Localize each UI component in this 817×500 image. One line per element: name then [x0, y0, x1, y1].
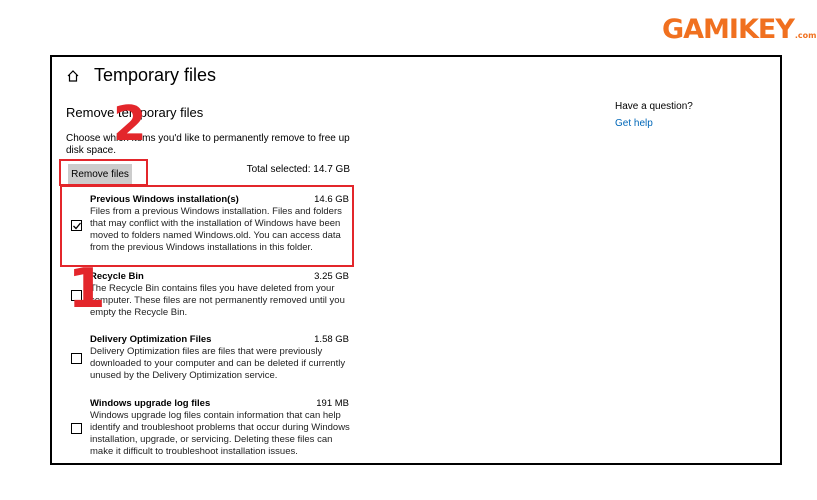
highlight-remove-button	[59, 159, 148, 186]
section-description: Choose which items you'd like to permanently remove to free up disk space.	[66, 133, 350, 156]
item-description: Files from a previous Windows installation. Files and folders that may conflict with the installation of Windows have been moved to folders named Windows.old. You can access data from the previous Windows installations in this folder.	[90, 206, 342, 253]
item-description: The Recycle Bin contains files you have deleted from your computer. These files are not permanently removed until you empty the Recycle Bin.	[90, 283, 345, 318]
annotation-step-1: 1	[68, 257, 106, 320]
highlight-previous-windows	[60, 185, 354, 267]
checkbox-upgrade-logs[interactable]	[71, 423, 82, 434]
gamikey-logo	[662, 16, 817, 43]
remove-files-button[interactable]: Remove files	[68, 164, 132, 184]
page-title: Temporary files	[94, 65, 217, 85]
item-description: Windows upgrade log files contain information that can help identify and troubleshoot problems that occur during Windows installation, upgrade, or servicing. Deleting these files can make it difficult to troubleshoot installation issues.	[90, 410, 350, 457]
annotation-step-2: 2	[113, 96, 147, 152]
item-size: 191 MB	[316, 398, 349, 409]
list-item-delivery-optimization	[66, 334, 352, 384]
get-help-link[interactable]: Get help	[615, 118, 653, 129]
item-name: Previous Windows installation(s)	[90, 194, 239, 205]
item-size: 3.25 GB	[314, 271, 349, 282]
home-icon[interactable]	[66, 69, 80, 83]
item-size: 1.58 GB	[314, 334, 349, 345]
page-header	[66, 65, 216, 86]
item-name: Windows upgrade log files	[90, 398, 211, 409]
help-panel	[615, 101, 693, 129]
list-item-upgrade-logs	[66, 398, 352, 460]
help-question: Have a question?	[615, 101, 693, 112]
logo-suffix: .com	[794, 31, 817, 40]
checkbox-delivery-optimization[interactable]	[71, 353, 82, 364]
total-selected: Total selected: 14.7 GB	[246, 164, 350, 175]
item-description: Delivery Optimization files are files that were previously downloaded to your computer and can be deleted if currently unused by the Delivery Optimization service.	[90, 346, 346, 381]
item-name: Delivery Optimization Files	[90, 334, 212, 345]
item-size: 14.6 GB	[314, 194, 349, 205]
section-title: Remove temporary files	[66, 105, 204, 120]
item-name: Recycle Bin	[90, 271, 144, 282]
list-item-recycle-bin	[66, 271, 352, 321]
logo-text: GAMIKEY	[662, 14, 794, 45]
